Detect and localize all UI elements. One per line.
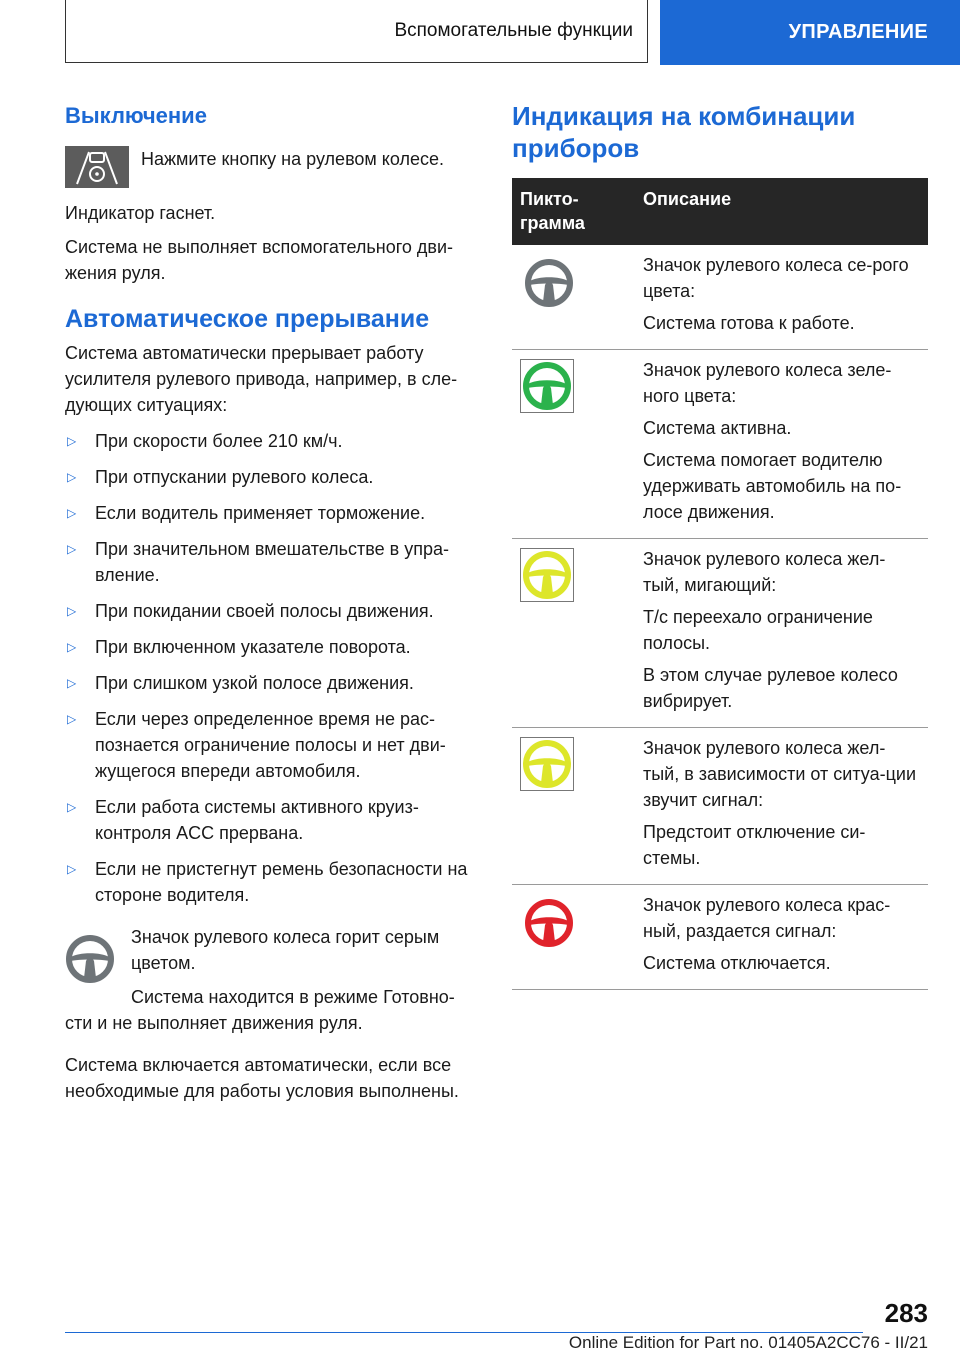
description-line: Предстоит отключение си-стемы. [643,822,866,868]
description-cell [635,350,928,539]
wheel-note-2-continued: сти и не выполняет движения руля. [65,1013,363,1033]
list-item: ▷ Если водитель применяет торможение. [65,500,477,526]
col-header-pictogram: Пикто-грамма [512,178,635,245]
description-line: Система активна. [643,418,792,438]
description-line: T/c переехало ограничение полосы. [643,607,873,653]
list-item: ▷ При отпускании рулевого колеса. [65,464,477,490]
interruption-list [65,428,477,908]
triangle-bullet-icon: ▷ [67,712,77,726]
triangle-bullet-icon: ▷ [67,800,77,814]
description-line: В этом случае рулевое колесо вибрирует. [643,665,898,711]
off-instruction-row [65,146,477,188]
description-cell [635,245,928,350]
list-item: ▷ При включенном указателе поворота. [65,634,477,660]
list-item: ▷ Если работа системы активного круиз-контроля ACC прервана. [65,794,477,846]
triangle-bullet-icon: ▷ [67,604,77,618]
description-line: Система помогает водителю удерживать автомобиль на по-лосе движения. [643,450,902,522]
table-row [512,728,928,885]
list-item: ▷ Если не пристегнут ремень безопасности на стороне водителя. [65,856,477,908]
off-heading: Выключение [65,103,207,128]
left-column [65,100,477,1104]
description-line: Система готова к работе. [643,313,855,333]
indication-heading: Индикация на комбинации приборов [512,101,856,163]
pictogram-cell [512,728,635,885]
page-number: 283 [884,1298,928,1328]
footer-edition: Online Edition for Part no. 01405A2CC76 - II/21 [568,1333,928,1352]
auto-heading: Автоматическое прерывание [65,305,430,333]
pictogram-frame [520,548,574,602]
off-instruction-text: Нажмите кнопку на рулевом колесе. [141,149,445,169]
description-line: Значок рулевого колеса жел-тый, в зависимости от ситуа-ции звучит сигнал: [643,738,917,810]
description-line: Значок рулевого колеса зеле-ного цвета: [643,360,892,406]
pictogram-cell [512,539,635,728]
table-row [512,539,928,728]
list-item: ▷ При значительном вмешательстве в упра-вление. [65,536,477,588]
col-header-description: Описание [635,178,928,245]
triangle-bullet-icon: ▷ [67,470,77,484]
pictogram-frame [520,737,574,791]
description-line: Значок рулевого колеса се-рого цвета: [643,255,909,301]
triangle-bullet-icon: ▷ [67,434,77,448]
wheel-note-row [65,924,477,1010]
indication-table [512,178,928,990]
header-section-title: Вспомогательные функции [65,0,648,63]
auto-intro: Система автоматически прерывает работу усилителя рулевого привода, например, в сле-дующих ситуациях: [65,343,458,415]
steering-wheel-yellow-icon [522,739,572,789]
triangle-bullet-icon: ▷ [67,542,77,556]
wheel-note-2: Система находится в режиме Готовно- [131,987,455,1007]
triangle-bullet-icon: ▷ [67,640,77,654]
table-row [512,245,928,350]
steering-wheel-gray-icon [524,258,574,308]
list-item: ▷ При скорости более 210 км/ч. [65,428,477,454]
steering-wheel-green-icon [522,361,572,411]
off-paragraph-1: Индикатор гаснет. [65,203,216,223]
steering-wheel-gray-icon [65,934,115,984]
off-paragraph-2: Система не выполняет вспомогательного дви-жения руля. [65,237,454,283]
triangle-bullet-icon: ▷ [67,862,77,876]
right-column [512,100,928,990]
list-item: ▷ При слишком узкой полосе движения. [65,670,477,696]
header-chapter-tab[interactable]: УПРАВЛЕНИЕ [660,0,960,65]
pictogram-frame [520,359,574,413]
steering-wheel-red-icon [524,898,574,948]
table-row [512,350,928,539]
list-item: ▷ Если через определенное время не рас-познается ограничение полосы и нет дви-жущегося впереди автомобиля. [65,706,477,784]
table-row [512,885,928,990]
pictogram-cell [512,885,635,990]
description-line: Система отключается. [643,953,831,973]
pictogram-cell [512,350,635,539]
triangle-bullet-icon: ▷ [67,506,77,520]
wheel-note-1: Значок рулевого колеса горит серым цветом. [131,927,440,973]
description-cell [635,728,928,885]
triangle-bullet-icon: ▷ [67,676,77,690]
description-line: Значок рулевого колеса крас-ный, раздается сигнал: [643,895,891,941]
lane-assist-button-icon [65,146,129,188]
list-item: ▷ При покидании своей полосы движения. [65,598,477,624]
description-cell [635,885,928,990]
description-cell [635,539,928,728]
description-line: Значок рулевого колеса жел-тый, мигающий: [643,549,886,595]
steering-wheel-yellow-icon [522,550,572,600]
pictogram-cell [512,245,635,350]
final-paragraph: Система включается автоматически, если все необходимые для работы условия выполнены. [65,1055,459,1101]
